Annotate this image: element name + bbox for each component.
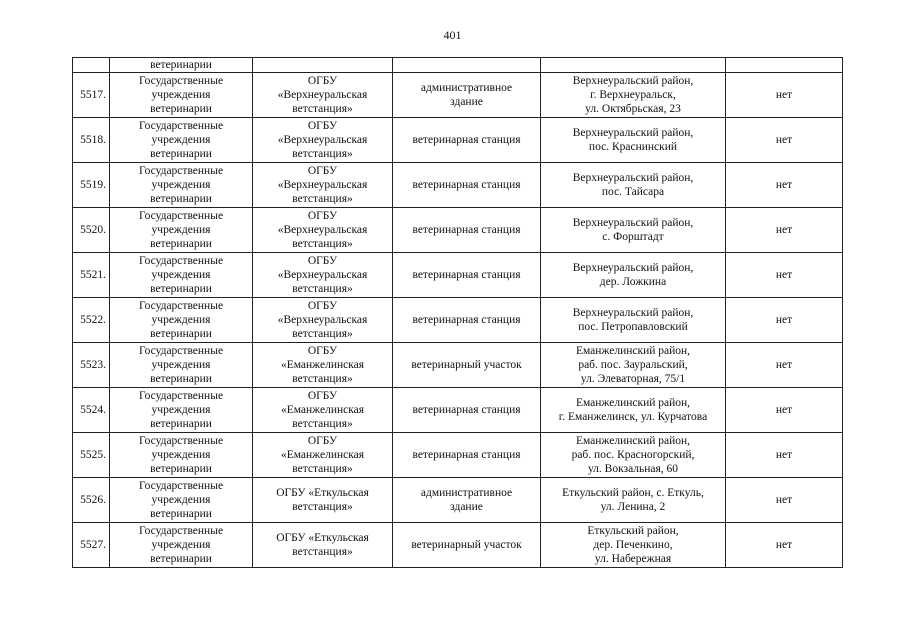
status-cell: нет <box>726 253 843 298</box>
status-cell: нет <box>726 343 843 388</box>
address-line: пос. Краснинский <box>588 141 678 153</box>
category-cell <box>110 523 253 568</box>
address-cell <box>541 478 726 523</box>
building-line: ветеринарная станция <box>412 134 521 146</box>
building-line: ветеринарная станция <box>412 314 521 326</box>
building-line: ветеринарная станция <box>412 179 521 191</box>
category-cell <box>110 208 253 253</box>
num-cell: 5517. <box>73 73 110 118</box>
category-line: Государственные <box>138 480 224 492</box>
address-line: Верхнеуральский район, <box>572 217 694 229</box>
category-line: ветеринарии <box>150 418 212 430</box>
building-cell <box>393 478 541 523</box>
org-cell <box>253 118 393 163</box>
category-line: учреждения <box>151 404 211 416</box>
table-row <box>73 478 843 523</box>
org-cell <box>253 478 393 523</box>
address-cell <box>541 208 726 253</box>
building-cell <box>393 58 541 73</box>
org-line: «Верхнеуральская <box>277 89 368 101</box>
org-line: ОГБУ <box>307 165 338 177</box>
org-line: ОГБУ «Еткульская <box>276 532 369 544</box>
num-cell: 5521. <box>73 253 110 298</box>
num-cell <box>73 58 110 73</box>
org-line: ветстанция» <box>292 501 353 513</box>
address-line: дер. Ложкина <box>599 276 667 288</box>
status-cell: нет <box>726 118 843 163</box>
category-line: Государственные <box>138 210 224 222</box>
org-line: ОГБУ <box>307 210 338 222</box>
address-line: Еткульский район, <box>587 525 679 537</box>
org-line: ветстанция» <box>292 463 353 475</box>
status-cell: нет <box>726 478 843 523</box>
address-line: ул. Октябрьская, 23 <box>585 103 681 115</box>
num-cell: 5524. <box>73 388 110 433</box>
category-line: ветеринарии <box>150 148 212 160</box>
address-cell <box>541 58 726 73</box>
address-line: Еманжелинский район, <box>575 397 691 409</box>
org-line: ветстанция» <box>292 193 353 205</box>
address-line: Еманжелинский район, <box>575 345 691 357</box>
org-cell <box>253 523 393 568</box>
num-cell: 5520. <box>73 208 110 253</box>
org-line: ветстанция» <box>292 283 353 295</box>
category-cell <box>110 478 253 523</box>
org-line: ветстанция» <box>292 328 353 340</box>
address-line: раб. пос. Красногорский, <box>571 449 695 461</box>
category-line: ветеринарии <box>150 373 212 385</box>
org-cell <box>253 388 393 433</box>
address-line: Еткульский район, с. Еткуль, <box>562 487 704 499</box>
category-cell <box>110 73 253 118</box>
org-line: «Верхнеуральская <box>277 314 368 326</box>
org-line: «Верхнеуральская <box>277 269 368 281</box>
category-line: Государственные <box>138 255 224 267</box>
org-cell <box>253 343 393 388</box>
category-line: ветеринарии <box>150 103 212 115</box>
category-cell <box>110 343 253 388</box>
building-line: здание <box>450 501 483 513</box>
table-row <box>73 73 843 118</box>
org-line: ветстанция» <box>292 418 353 430</box>
org-line: ОГБУ <box>307 345 338 357</box>
status-cell: нет <box>726 433 843 478</box>
building-cell <box>393 343 541 388</box>
org-line: ОГБУ <box>307 435 338 447</box>
org-line: ОГБУ <box>307 390 338 402</box>
org-line: «Еманжелинская <box>280 404 365 416</box>
building-cell <box>393 523 541 568</box>
address-cell <box>541 523 726 568</box>
building-line: ветеринарная станция <box>412 224 521 236</box>
status-cell: нет <box>726 163 843 208</box>
address-cell <box>541 388 726 433</box>
address-line: Верхнеуральский район, <box>572 307 694 319</box>
category-line: Государственные <box>138 165 224 177</box>
building-line: здание <box>450 96 483 108</box>
category-line: учреждения <box>151 494 211 506</box>
num-cell: 5526. <box>73 478 110 523</box>
category-cell <box>110 253 253 298</box>
registry-table <box>72 57 843 568</box>
num-cell: 5522. <box>73 298 110 343</box>
org-line: ОГБУ <box>307 300 338 312</box>
org-line: «Верхнеуральская <box>277 134 368 146</box>
address-line: Верхнеуральский район, <box>572 75 694 87</box>
category-line: ветеринарии <box>150 238 212 250</box>
table-row <box>73 343 843 388</box>
category-line: Государственные <box>138 390 224 402</box>
category-line: учреждения <box>151 359 211 371</box>
table-row <box>73 523 843 568</box>
address-line: дер. Печенкино, <box>593 539 673 551</box>
address-cell <box>541 343 726 388</box>
table-row <box>73 433 843 478</box>
category-cell <box>110 433 253 478</box>
continuation-row <box>73 58 843 73</box>
num-cell: 5518. <box>73 118 110 163</box>
category-line: ветеринарии <box>150 553 212 565</box>
status-cell: нет <box>726 523 843 568</box>
category-line: учреждения <box>151 449 211 461</box>
address-line: пос. Тайсара <box>601 186 665 198</box>
table-row <box>73 208 843 253</box>
org-line: «Верхнеуральская <box>277 224 368 236</box>
category-line: учреждения <box>151 134 211 146</box>
org-line: ветстанция» <box>292 148 353 160</box>
org-line: «Еманжелинская <box>280 449 365 461</box>
num-cell: 5523. <box>73 343 110 388</box>
category-line: учреждения <box>151 224 211 236</box>
org-line: ОГБУ <box>307 75 338 87</box>
num-cell: 5525. <box>73 433 110 478</box>
org-cell <box>253 163 393 208</box>
status-cell: нет <box>726 73 843 118</box>
org-line: ветстанция» <box>292 238 353 250</box>
address-line: Верхнеуральский район, <box>572 262 694 274</box>
category-cell <box>110 118 253 163</box>
category-line: учреждения <box>151 179 211 191</box>
category-line: Государственные <box>138 435 224 447</box>
building-cell <box>393 433 541 478</box>
category-cell <box>110 388 253 433</box>
num-cell: 5519. <box>73 163 110 208</box>
address-cell <box>541 253 726 298</box>
org-line: ОГБУ <box>307 120 338 132</box>
address-line: ул. Элеваторная, 75/1 <box>580 373 686 385</box>
status-cell: нет <box>726 208 843 253</box>
address-line: Верхнеуральский район, <box>572 127 694 139</box>
address-cell <box>541 163 726 208</box>
table-row <box>73 163 843 208</box>
category-line: Государственные <box>138 345 224 357</box>
building-cell <box>393 388 541 433</box>
building-line: ветеринарная станция <box>412 404 521 416</box>
org-line: ветстанция» <box>292 546 353 558</box>
num-cell: 5527. <box>73 523 110 568</box>
category-line: ветеринарии <box>150 328 212 340</box>
table-row <box>73 253 843 298</box>
address-line: Еманжелинский район, <box>575 435 691 447</box>
building-line: ветеринарная станция <box>412 449 521 461</box>
category-cell: ветеринарии <box>110 58 253 73</box>
status-cell: нет <box>726 298 843 343</box>
org-cell <box>253 298 393 343</box>
address-cell <box>541 118 726 163</box>
address-line: пос. Петропавловский <box>578 321 688 333</box>
category-line: Государственные <box>138 75 224 87</box>
building-line: ветеринарный участок <box>411 539 522 551</box>
org-cell <box>253 433 393 478</box>
table-body <box>73 58 843 568</box>
category-line: ветеринарии <box>150 283 212 295</box>
category-cell <box>110 298 253 343</box>
address-line: ул. Ленина, 2 <box>600 501 666 513</box>
category-line: ветеринарии <box>150 193 212 205</box>
address-line: Верхнеуральский район, <box>572 172 694 184</box>
category-line: учреждения <box>151 269 211 281</box>
org-cell <box>253 253 393 298</box>
category-line: учреждения <box>151 89 211 101</box>
address-line: г. Верхнеуральск, <box>590 89 676 101</box>
building-cell <box>393 163 541 208</box>
status-cell: нет <box>726 388 843 433</box>
org-line: ОГБУ «Еткульская <box>276 487 369 499</box>
org-line: «Еманжелинская <box>280 359 365 371</box>
category-line: учреждения <box>151 314 211 326</box>
building-cell <box>393 298 541 343</box>
org-line: ветстанция» <box>292 103 353 115</box>
category-line: Государственные <box>138 120 224 132</box>
org-line: «Верхнеуральская <box>277 179 368 191</box>
building-line: ветеринарный участок <box>411 359 522 371</box>
status-cell <box>726 58 843 73</box>
address-cell <box>541 433 726 478</box>
org-cell <box>253 58 393 73</box>
building-cell <box>393 73 541 118</box>
address-cell <box>541 73 726 118</box>
building-cell <box>393 208 541 253</box>
page-number: 401 <box>443 28 462 42</box>
address-line: ул. Набережная <box>594 553 672 565</box>
category-line: ветеринарии <box>150 508 212 520</box>
address-cell <box>541 298 726 343</box>
category-line: ветеринарии <box>150 463 212 475</box>
address-line: г. Еманжелинск, ул. Курчатова <box>558 411 708 423</box>
org-line: ОГБУ <box>307 255 338 267</box>
org-cell <box>253 73 393 118</box>
address-line: раб. пос. Зауральский, <box>578 359 688 371</box>
building-line: ветеринарная станция <box>412 269 521 281</box>
address-line: с. Форштадт <box>602 231 664 243</box>
org-line: ветстанция» <box>292 373 353 385</box>
table-row <box>73 118 843 163</box>
building-line: административное <box>420 82 513 94</box>
building-cell <box>393 253 541 298</box>
address-line: ул. Вокзальная, 60 <box>587 463 679 475</box>
category-line: Государственные <box>138 300 224 312</box>
category-line: учреждения <box>151 539 211 551</box>
building-cell <box>393 118 541 163</box>
table-row <box>73 388 843 433</box>
category-line: Государственные <box>138 525 224 537</box>
org-cell <box>253 208 393 253</box>
building-line: административное <box>420 487 513 499</box>
category-cell <box>110 163 253 208</box>
table-row <box>73 298 843 343</box>
